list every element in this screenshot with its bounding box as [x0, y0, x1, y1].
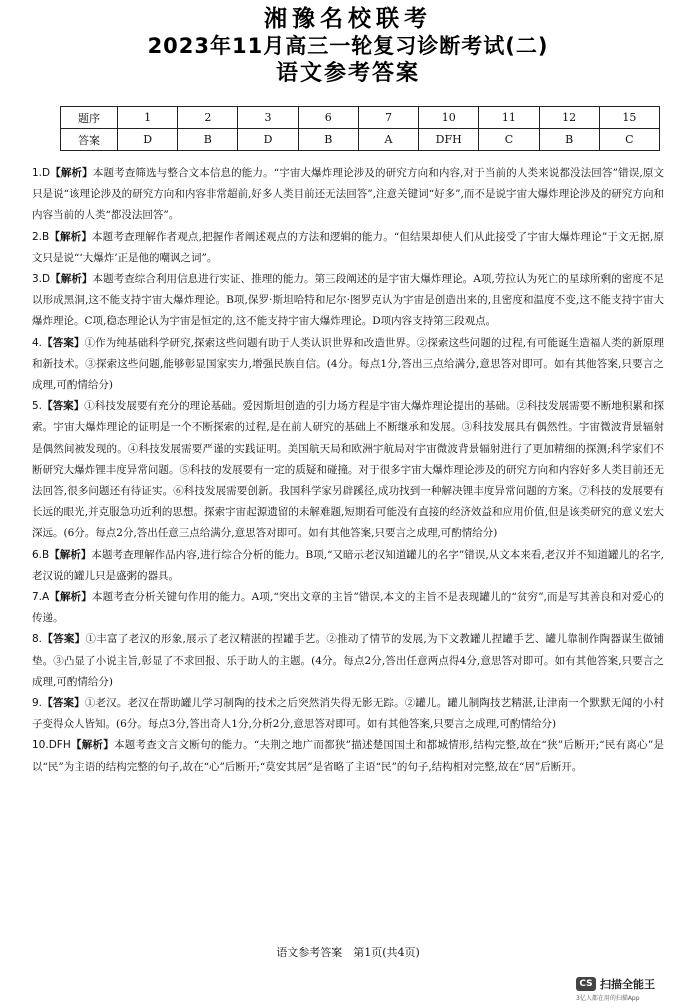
- answer-item-7: [32, 587, 664, 629]
- answer-item-1: [32, 163, 664, 227]
- item-number: 2.B: [32, 230, 50, 243]
- scanner-watermark: [576, 975, 664, 1001]
- answer-item-3: [32, 269, 664, 333]
- question-number-cell: 2: [178, 107, 238, 129]
- item-tag: 【解析】: [50, 273, 93, 286]
- answer-cell: B: [178, 129, 238, 151]
- subject-title: 语文参考答案: [275, 61, 420, 86]
- answer-item-6: [32, 545, 664, 587]
- camscanner-logo-icon: CS: [576, 977, 596, 991]
- item-tag: 【解析】: [70, 739, 115, 752]
- answer-item-10: [32, 735, 664, 777]
- question-number-row: [61, 107, 660, 129]
- row-label-answer: 答案: [61, 129, 118, 151]
- document-header: [0, 6, 696, 87]
- item-text: 本题考查综合利用信息进行实证、推理的能力。第三段阐述的是宇宙大爆炸理论。A项,劳拉认为死亡的星球所剩的密度不足以形成黑洞,这不能支持宇宙大爆炸理论。B项,保罗·斯坦哈特和尼尔·图罗克认为宇宙是创造出来的,且密度和温度不变,这不能支持宇宙大爆炸理论。C项,稳态理论认为宇宙是恒定的,这不能支持宇宙大爆炸理论。D项内容支持第三段观点。: [32, 273, 665, 328]
- exam-name-title: 2023年11月高三一轮复习诊断考试(二): [147, 34, 549, 58]
- item-text: 本题考查文言文断句的能力。“夫荆之地广而都狭”描述楚国国土和都城情形,结构完整,故在“狭”后断开;“民有离心”是以“民”为主语的结构完整的句子,故在“心”后断开;“莫安其居”是省略了主语“民”的句子,结构相对完整,故在“居”后断开。: [32, 739, 665, 773]
- question-number-cell: 11: [479, 107, 539, 129]
- item-tag: 【答案】: [42, 633, 86, 646]
- item-text: ①老汉。老汉在帮助罐儿学习制陶的技术之后突然消失得无影无踪。②罐儿。罐儿制陶技艺精湛,让津南一个默默无闻的小村子变得众人皆知。(6分。每点3分,答出奇人1分,分析2分,意思答对即可。如有其他答案,只要言之成理,可酌情给分): [32, 697, 665, 731]
- item-number: 3.D: [32, 273, 51, 286]
- item-tag: 【解析】: [50, 167, 93, 179]
- question-number-cell: 1: [118, 107, 178, 129]
- answer-item-4: [32, 333, 664, 397]
- item-number: 1.D: [32, 167, 51, 179]
- item-tag: 【答案】: [42, 336, 85, 349]
- item-text: 本题考查理解作品内容,进行综合分析的能力。B项,“又暗示老汉知道罐儿的名字”错误,从文本来看,老汉并不知道罐儿的名字,老汉说的罐儿只是盛粥的器具。: [32, 548, 664, 582]
- answer-cell: B: [539, 129, 599, 151]
- item-number: 10.DFH: [32, 739, 71, 752]
- answer-cell: A: [358, 129, 418, 151]
- scanner-app-name: 扫描全能王: [600, 978, 655, 991]
- answer-cell: DFH: [419, 129, 479, 151]
- answer-item-5: [32, 396, 664, 544]
- question-number-cell: 12: [539, 107, 599, 129]
- answer-item-8: [32, 629, 664, 693]
- answer-table: [60, 106, 660, 151]
- item-tag: 【解析】: [49, 548, 92, 561]
- item-text: 本题考查筛选与整合文本信息的能力。“宇宙大爆炸理论涉及的研究方向和内容,对于当前的人类来说都没法回答”错误,原文只是说“该理论涉及的研究方向和内容非常超前,好多人类目前还无法回答”,注意关键词“好多”,而不是说宇宙大爆炸理论涉及的研究方向和内容当前的人类“都没法回答”。: [32, 167, 664, 222]
- item-tag: 【解析】: [49, 591, 92, 604]
- scanner-app-slogan: 3亿人都在用的扫描App: [576, 995, 640, 1002]
- item-text: 本题考查分析关键句作用的能力。A项,“突出文章的主旨”错误,本文的主旨不是表现罐儿的“贫穷”,而是写其善良和对爱心的传递。: [32, 591, 664, 625]
- question-number-cell: 6: [298, 107, 358, 129]
- question-number-cell: 7: [358, 107, 418, 129]
- item-number: 6.B: [32, 548, 50, 561]
- item-text: ①作为纯基础科学研究,探索这些问题有助于人类认识世界和改造世界。②探索这些问题的过程,有可能诞生造福人类的新原理和新技术。③探索这些问题,能够彰显国家实力,增强民族自信。(4分。每点1分,答出三点给满分,意思答对即可。如有其他答案,只要言之成理,可酌情给分): [32, 336, 664, 392]
- question-number-cell: 10: [419, 107, 479, 129]
- exam-union-title: 湘豫名校联考: [264, 6, 432, 32]
- answer-cell: B: [298, 129, 358, 151]
- item-number: 4.: [32, 336, 43, 349]
- item-text: 本题考查理解作者观点,把握作者阐述观点的方法和逻辑的能力。“但结果却使人们从此接受了宇宙大爆炸理论”于文无据,原文只是说“‘大爆炸’正是他的嘲讽之词”。: [32, 230, 664, 264]
- item-number: 7.A: [32, 591, 50, 604]
- item-text: ①科技发展要有充分的理论基础。爱因斯坦创造的引力场方程是宇宙大爆炸理论提出的基础。②科技发展需要不断地积累和探索。宇宙大爆炸理论的证明是一个不断探索的过程,是在前人研究的基础上不断继承和发展。③科技发展具有偶然性。宇宙微波背景辐射是偶然间被发现的。④科技发展需要严谨的实践证明。美国航天局和欧洲宇航局对宇宙微波背景辐射进行了更加精细的探测;科学家们不断研究大爆炸锂丰度异常问题。⑤科技的发展要有一定的质疑和碰撞。对于很多宇宙大爆炸理论涉及的研究方向和内容好多人类目前还无法回答,很多问题还有待证实。⑥科技发展需要创新。我国科学家另辟蹊径,成功找到一种解决锂丰度异常问题的方案。⑦科技的发展要有长远的眼光,并克服急功近利的思想。探索宇宙起源遗留的未解难题,短期看可能没有直接的经济效益和应用价值,但是该类研究的意义宏大深远。(6分。每点2分,答出任意三点给满分,意思答对即可。如有其他答案,只要言之成理,可酌情给分): [32, 400, 665, 540]
- question-number-cell: 3: [238, 107, 298, 129]
- answer-cell: C: [599, 129, 659, 151]
- answer-explanations: [32, 163, 664, 778]
- answer-cell: C: [479, 129, 539, 151]
- item-number: 8.: [32, 633, 43, 646]
- answer-cell: D: [238, 129, 298, 151]
- row-label-question-number: 题序: [61, 107, 118, 129]
- answer-cell: D: [118, 129, 178, 151]
- answer-item-9: [32, 693, 664, 735]
- item-tag: 【解析】: [49, 230, 93, 243]
- item-number: 9.: [32, 697, 43, 710]
- answer-item-2: [32, 227, 664, 269]
- item-tag: 【答案】: [42, 697, 85, 710]
- item-tag: 【答案】: [42, 400, 85, 413]
- answer-row: [61, 129, 660, 151]
- page-footer: 语文参考答案 第1页(共4页): [276, 946, 420, 959]
- item-number: 5.: [32, 400, 43, 413]
- question-number-cell: 15: [599, 107, 659, 129]
- item-text: ①丰富了老汉的形象,展示了老汉精湛的捏罐手艺。②推动了情节的发展,为下文教罐儿捏罐手艺、罐儿靠制作陶器谋生做铺垫。③凸显了小说主旨,彰显了不求回报、乐于助人的主题。(4分。每点2分,答出任意两点得4分,意思答对即可。如有其他答案,只要言之成理,可酌情给分): [32, 633, 665, 688]
